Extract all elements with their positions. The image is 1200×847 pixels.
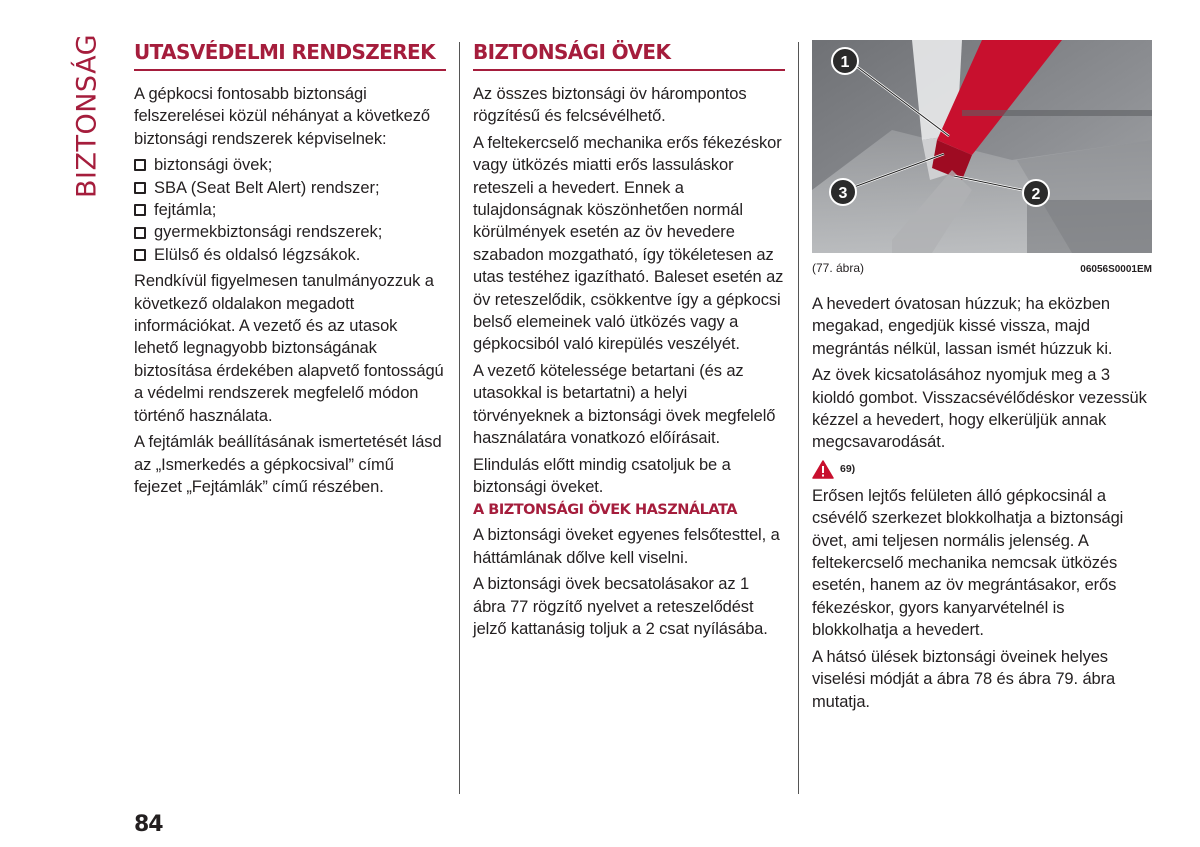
warning-number: 69) [840,463,856,476]
list-item: Elülső és oldalsó légzsákok. [134,244,446,266]
column-occupant-protection [134,40,446,502]
column-divider [459,42,460,794]
paragraph: A biztonsági öveket egyenes felsőtesttel, a háttámlának dőlve kell viselni. [473,526,780,567]
callout-3 [830,179,856,205]
paragraph: Az övek kicsatolásához nyomjuk meg a 3 kioldó gombot. Visszacsévélődéskor vezessük kézzel a hevedert, hogy elkerüljük annak megcsavarodását. [812,366,1147,452]
seat-belt-illustration [812,40,1152,253]
callout-2 [1023,180,1049,206]
warning-reference [812,460,1152,479]
figure-caption [812,261,1152,275]
checkbox-bullet-icon [134,159,146,171]
checkbox-bullet-icon [134,249,146,261]
section-heading: BIZTONSÁGI ÖVEK [473,40,785,71]
chapter-side-tab [64,34,110,198]
checkbox-bullet-icon [134,227,146,239]
figure-number: (77. ábra) [812,261,865,275]
seat-belt-figure [812,40,1152,253]
checkbox-bullet-icon [134,182,146,194]
section-heading: UTASVÉDELMI RENDSZEREK [134,40,446,71]
figure-code: 06056S0001EM [1080,264,1152,275]
svg-text:1: 1 [840,54,850,71]
list-item: biztonsági övek; [134,154,446,176]
paragraph: A hevedert óvatosan húzzuk; ha eközben megakad, engedjük kissé vissza, majd megrántás nélkül, lassan ismét húzzuk ki. [812,295,1113,358]
paragraph: A vezető kötelessége betartani (és az utasokkal is betartatni) a helyi törvényeknek a biztonsági övek megfelelő használatára vonatkozó előírásait. [473,361,776,448]
svg-text:2: 2 [1031,186,1041,203]
column-seat-belts [473,40,785,644]
checkbox-bullet-icon [134,204,146,216]
paragraph: Elindulás előtt mindig csatoljuk be a biztonsági öveket. [473,455,731,496]
paragraph: A fejtámlák beállításának ismertetését lásd az „Ismerkedés a gépkocsival” című fejezet „Fejtámlák” című részében. [134,433,442,496]
paragraph: Erősen lejtős felületen álló gépkocsinál a csévélő szerkezet blokkolhatja a biztonsági övet, ami teljesen normális jelenség. A feltekercselő mechanika nemcsak ütközés esetén, hanem az öv megrántásakor, erős fékezéskor, gyors kanyarvételnél is blokkolhatja a hevedert. [812,486,1124,640]
subsection-heading: A BIZTONSÁGI ÖVEK HASZNÁLATA [473,502,737,519]
paragraph: A feltekercselő mechanika erős fékezéskor vagy ütközés miatti erős lassuláskor reteszeli a hevedert. Ennek a tulajdonságnak köszönhetően normál körülmények esetén az öv hevedere szabadon mozgatható, így tökéletesen az utas testéhez igazítható. Baleset esetén az öv reteszelődik, csökkentve így a gépkocsi belső elemeinek való ütközés vagy a gépkocsiból való kirepülés veszélyét. [473,133,784,354]
column-figure-and-text [812,40,1152,717]
callout-1 [832,48,858,74]
list-item: SBA (Seat Belt Alert) rendszer; [134,177,446,199]
svg-text:3: 3 [838,185,848,202]
paragraph: Rendkívül figyelmesen tanulmányozzuk a következő oldalakon megadott információkat. A vezető és az utasok lehető legnagyobb biztonságának biztosítása érdekében alapvető fontosságú a védelmi rendszerek megfelelő módon történő használata. [134,272,444,425]
chapter-side-tab-label: BIZTONSÁG [71,34,103,198]
bullet-list [134,154,446,266]
paragraph: A biztonsági övek becsatolásakor az 1 ábra 77 rögzítő nyelvet a reteszelődést jelző kattanásig toljuk a 2 csat nyílásába. [473,575,768,638]
paragraph: Az összes biztonsági öv hárompontos rögzítésű és felcsévélhető. [473,85,747,126]
page-number: 84 [134,812,163,837]
warning-triangle-icon [812,460,834,479]
paragraph: A gépkocsi fontosabb biztonsági felszerelései közül néhányat a következő biztonsági rendszerek képviselnek: [134,85,430,148]
column-divider [798,42,799,794]
paragraph: A hátsó ülések biztonsági öveinek helyes viselési módját a ábra 78 és ábra 79. ábra mutatja. [812,647,1116,711]
list-item: gyermekbiztonsági rendszerek; [134,221,446,243]
list-item: fejtámla; [134,199,446,221]
